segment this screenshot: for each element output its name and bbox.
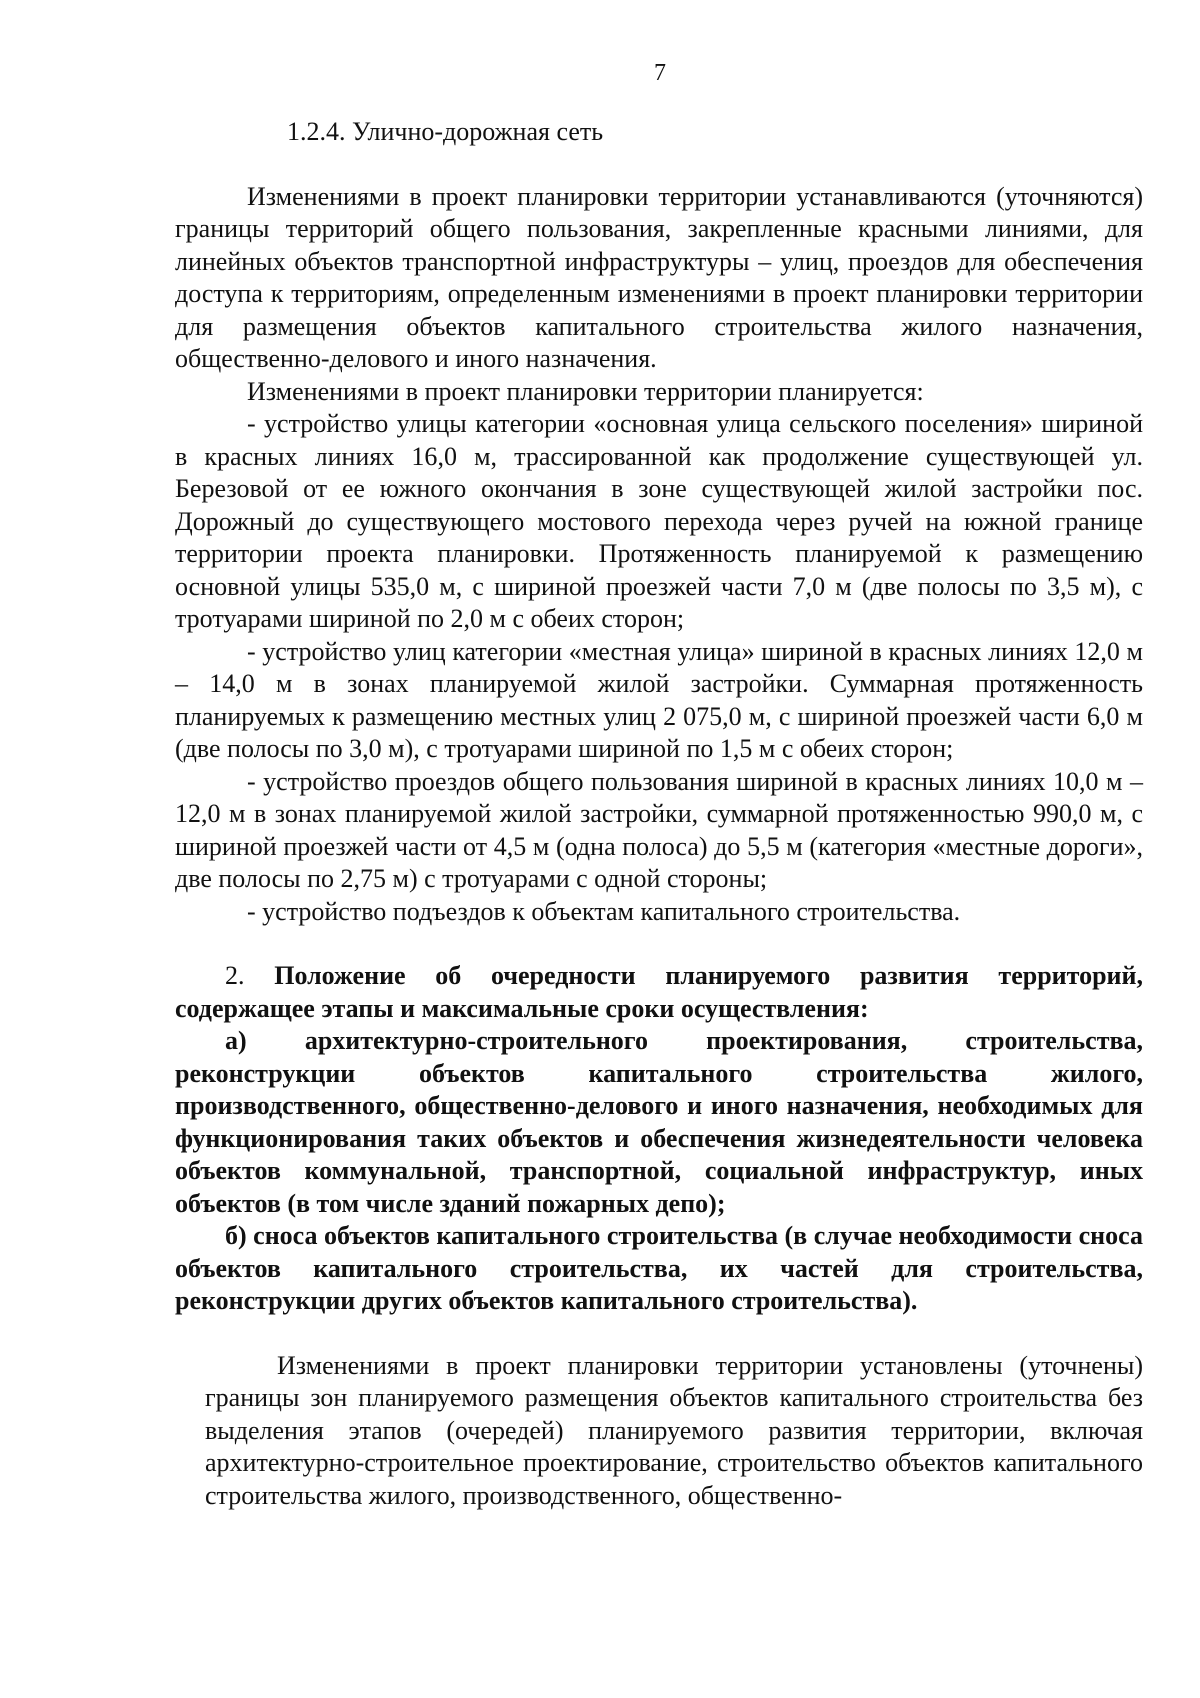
paragraph-intro: Изменениями в проект планировки территории устанавливаются (уточняются) границы территорий общего пользования, закрепленные красными линиями, для линейных объектов транспортной инфраструктуры – улиц, проездов для обеспечения доступа к территориям, определенным изменениями в проект планировки территории для размещения объектов капитального строительства жилого назначения, общественно-делового и иного назначения. [175, 181, 1143, 373]
section-2-heading [175, 960, 1143, 1025]
subsection-title: 1.2.4. Улично-дорожная сеть [287, 117, 604, 146]
list-item-local-streets: - устройство улиц категории «местная улица» шириной в красных линиях 12,0 м – 14,0 м в зонах планируемой жилой застройки. Суммарная протяженность планируемых к размещению местных улиц 2 075,0 м, с шириной проезжей части 6,0 м (две полосы по 3,0 м), с тротуарами шириной по 1,5 м с обеих сторон; [175, 636, 1143, 763]
list-item-main-street: - устройство улицы категории «основная улица сельского поселения» шириной в красных линиях 16,0 м, трассированной как продолжение существующей ул. Березовой от ее южного окончания в зоне существующей жилой застройки пос. Дорожный до существующего мостового перехода через ручей на южной границе территории проекта планировки. Протяженность планируемой к размещению основной улицы 535,0 м, с шириной проезжей части 7,0 м (две полосы по 3,5 м), с тротуарами шириной по 2,0 м с обеих сторон; [175, 409, 1143, 633]
section-2-item-a: а) архитектурно-строительного проектирования, строительства, реконструкции объектов капитального строительства жилого, производственного, общественно-делового и иного назначения, необходимых для функционирования таких объектов и обеспечения жизнедеятельности человека объектов коммунальной, транспортной, социальной инфраструктур, иных объектов (в том числе зданий пожарных депо); [175, 1026, 1143, 1218]
page-number: 7 [654, 60, 666, 86]
list-item-passages: - устройство проездов общего пользования шириной в красных линиях 10,0 м – 12,0 м в зонах планируемой жилой застройки, суммарной протяженностью 990,0 м, с шириной проезжей части от 4,5 м (одна полоса) до 5,5 м (категория «местные дороги», две полосы по 2,75 м) с тротуарами с одной стороны; [175, 766, 1143, 893]
section-2-heading-text: Положение об очередности планируемого развития территорий, содержащее этапы и максимальные сроки осуществления: [175, 961, 1143, 1023]
document-body [175, 116, 1143, 1512]
section-2 [175, 960, 1143, 1318]
section-2-item-b: б) сноса объектов капитального строительства (в случае необходимости сноса объектов капитального строительства, их частей для строительства, реконструкции других объектов капитального строительства). [175, 1221, 1143, 1315]
list-item-driveways: - устройство подъездов к объектам капитального строительства. [247, 896, 961, 926]
section-2-number: 2. [225, 961, 245, 990]
final-paragraph: Изменениями в проект планировки территории установлены (уточнены) границы зон планируемого размещения объектов капитального строительства без выделения этапов (очередей) планируемого развития территории, включая архитектурно-строительное проектирование, строительство объектов капитального строительства жилого, производственного, общественно- [205, 1350, 1143, 1510]
final-block [175, 1350, 1143, 1513]
paragraph-planned: Изменениями в проект планировки территории планируется: [247, 376, 924, 406]
